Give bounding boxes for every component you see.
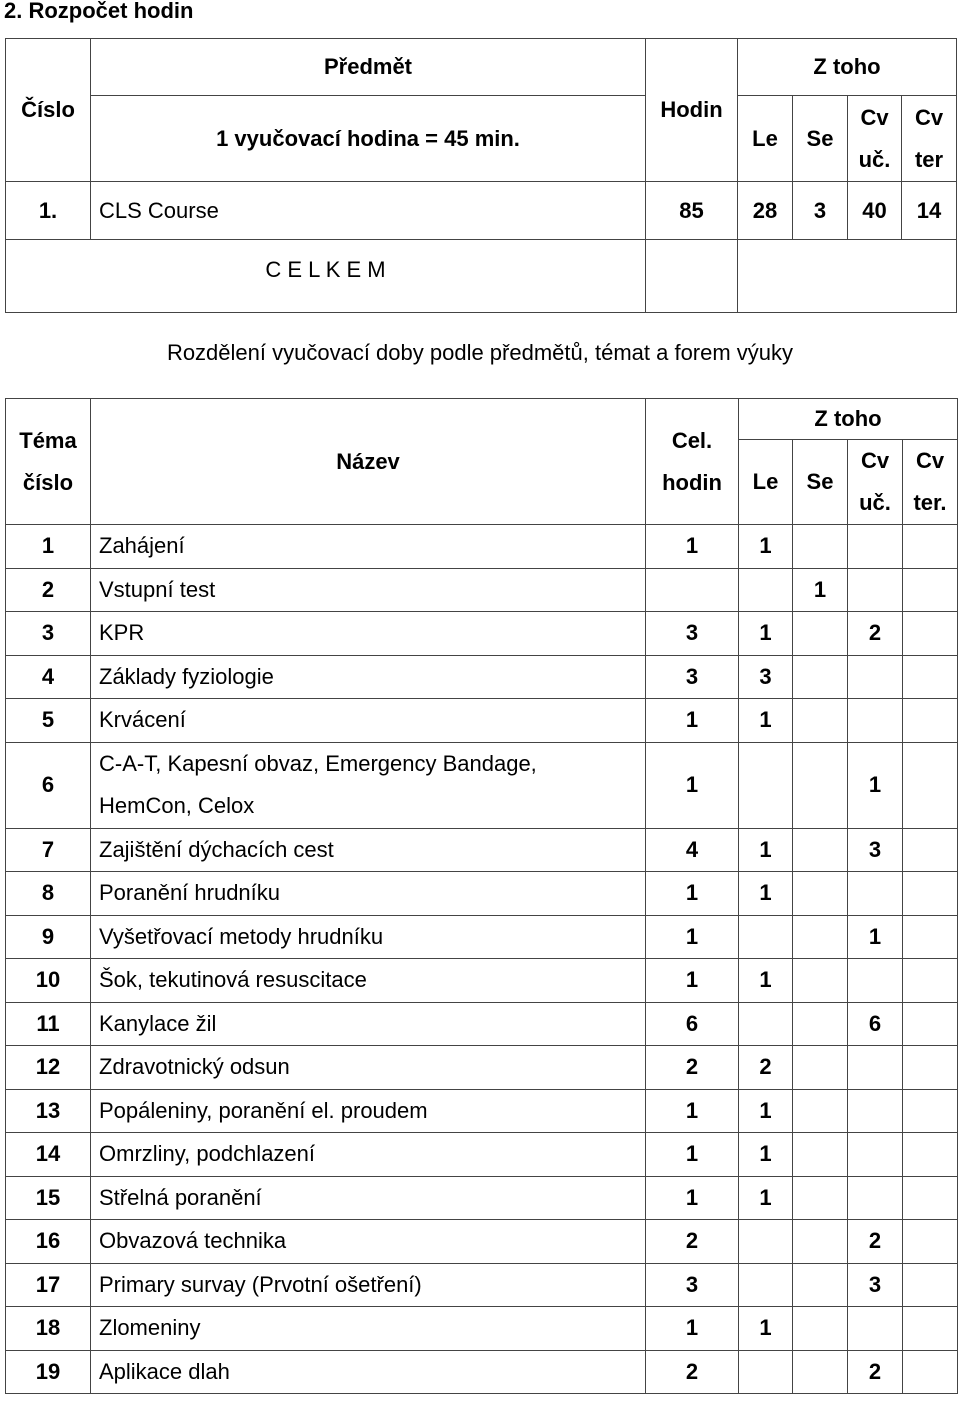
row-cv-ter — [903, 568, 958, 612]
row-cv-ter — [903, 915, 958, 959]
row-cv-ter — [903, 1350, 958, 1394]
row-cv-uc: 2 — [848, 612, 903, 656]
table-row — [6, 1002, 958, 1046]
row-cel-hodin: 3 — [646, 612, 739, 656]
row-number: 19 — [6, 1350, 91, 1394]
header-cel-hodin — [646, 399, 739, 525]
row-name: Zdravotnický odsun — [91, 1046, 646, 1090]
row-cv-uc — [848, 1133, 903, 1177]
header-cislo: Číslo — [6, 39, 91, 182]
row-cel-hodin: 4 — [646, 828, 739, 872]
row-le: 1 — [739, 959, 793, 1003]
row-cv-uc — [848, 1307, 903, 1351]
row-number: 8 — [6, 872, 91, 916]
row-cv-uc: 1 — [848, 742, 903, 828]
header-cv-uc-line1: Cv — [860, 104, 889, 130]
row-le: 1 — [739, 1089, 793, 1133]
row-cv-ter — [903, 1133, 958, 1177]
row-number: 12 — [6, 1046, 91, 1090]
row-cel-hodin: 2 — [646, 1350, 739, 1394]
row-cel-hodin: 1 — [646, 1307, 739, 1351]
row-le: 2 — [739, 1046, 793, 1090]
row-se — [793, 1350, 848, 1394]
row-se — [793, 1263, 848, 1307]
row-cel-hodin: 1 — [646, 525, 739, 569]
row-cv-ter — [903, 1263, 958, 1307]
header-cel-line1: Cel. — [671, 427, 713, 453]
row-le: 28 — [738, 182, 793, 240]
row-cel-hodin — [646, 568, 739, 612]
row-cv-uc — [848, 1089, 903, 1133]
row-name: Kanylace žil — [91, 1002, 646, 1046]
row-number: 6 — [6, 742, 91, 828]
row-le: 1 — [739, 828, 793, 872]
row-se — [793, 1089, 848, 1133]
row-cel-hodin: 1 — [646, 742, 739, 828]
row-cv-ter — [903, 1089, 958, 1133]
header-se: Se — [793, 96, 848, 182]
row-name: Obvazová technika — [91, 1220, 646, 1264]
row-cv-uc — [848, 655, 903, 699]
budget-table — [5, 38, 957, 313]
header-cv-ter-line2: ter — [914, 146, 944, 172]
row-se — [793, 1176, 848, 1220]
row-number: 1. — [6, 182, 91, 240]
row-cel-hodin: 1 — [646, 915, 739, 959]
table-row — [6, 612, 958, 656]
row-name: Vyšetřovací metody hrudníku — [91, 915, 646, 959]
table-row — [6, 1133, 958, 1177]
row-name: Zlomeniny — [91, 1307, 646, 1351]
header-le: Le — [739, 440, 793, 525]
row-se — [793, 959, 848, 1003]
header-z-toho: Z toho — [738, 39, 957, 96]
table-row — [6, 828, 958, 872]
row-le: 1 — [739, 1133, 793, 1177]
table-row — [6, 1220, 958, 1264]
row-name: Omrzliny, podchlazení — [91, 1133, 646, 1177]
header-hodin: Hodin — [646, 39, 738, 182]
row-cv-uc — [848, 1176, 903, 1220]
row-cv-uc: 2 — [848, 1220, 903, 1264]
row-se — [793, 699, 848, 743]
header-cv-uc — [848, 440, 903, 525]
table-row — [6, 655, 958, 699]
header-cv-uc-line2: uč. — [859, 490, 891, 515]
row-cv-uc — [848, 699, 903, 743]
row-cel-hodin: 6 — [646, 1002, 739, 1046]
header-cel-line2: hodin — [662, 469, 722, 495]
row-name: Zajištění dýchacích cest — [91, 828, 646, 872]
row-cv-ter — [903, 959, 958, 1003]
row-cv-uc — [848, 959, 903, 1003]
table-row — [6, 525, 958, 569]
header-cv-ter-line1: Cv — [915, 448, 945, 473]
row-se — [793, 525, 848, 569]
row-cv-ter — [903, 1220, 958, 1264]
row-cv-uc — [848, 525, 903, 569]
row-cv-ter — [903, 699, 958, 743]
row-se — [793, 1133, 848, 1177]
row-se — [793, 1220, 848, 1264]
row-name: Aplikace dlah — [91, 1350, 646, 1394]
topics-table — [5, 398, 958, 1394]
row-cv-ter: 14 — [902, 182, 957, 240]
row-se — [793, 742, 848, 828]
row-le: 1 — [739, 699, 793, 743]
header-se: Se — [793, 440, 848, 525]
header-predmet: Předmět — [91, 39, 646, 96]
header-cv-uc-line1: Cv — [860, 448, 890, 473]
row-name: Šok, tekutinová resuscitace — [91, 959, 646, 1003]
row-number: 18 — [6, 1307, 91, 1351]
row-cel-hodin: 2 — [646, 1046, 739, 1090]
row-cv-ter — [903, 742, 958, 828]
header-cv-uc — [848, 96, 902, 182]
row-cv-uc: 3 — [848, 1263, 903, 1307]
row-cel-hodin: 1 — [646, 1089, 739, 1133]
row-number: 1 — [6, 525, 91, 569]
row-se — [793, 612, 848, 656]
table-row — [6, 742, 958, 828]
row-se — [793, 655, 848, 699]
table-row — [6, 1046, 958, 1090]
row-number: 5 — [6, 699, 91, 743]
row-number: 17 — [6, 1263, 91, 1307]
row-se: 3 — [793, 182, 848, 240]
row-le — [739, 1350, 793, 1394]
row-number: 7 — [6, 828, 91, 872]
table-row — [6, 1089, 958, 1133]
row-cel-hodin: 1 — [646, 1133, 739, 1177]
row-hodin: 85 — [646, 182, 738, 240]
table-row — [6, 1307, 958, 1351]
header-cv-ter-line2: ter. — [913, 490, 947, 515]
section-title: 2. Rozpočet hodin — [4, 0, 194, 23]
row-number: 10 — [6, 959, 91, 1003]
subtitle: Rozdělení vyučovací doby podle předmětů, témat a forem výuky — [166, 340, 794, 365]
row-cel-hodin: 3 — [646, 655, 739, 699]
row-le — [739, 1263, 793, 1307]
total-label: C E L K E M — [6, 240, 646, 313]
row-le: 3 — [739, 655, 793, 699]
row-le: 1 — [739, 872, 793, 916]
row-cv-ter — [903, 828, 958, 872]
row-le: 1 — [739, 612, 793, 656]
row-se: 1 — [793, 568, 848, 612]
row-cel-hodin: 1 — [646, 699, 739, 743]
total-breakdown — [738, 240, 957, 313]
table-row — [6, 1263, 958, 1307]
table-row — [6, 568, 958, 612]
row-se — [793, 1046, 848, 1090]
row-le: 1 — [739, 1176, 793, 1220]
row-number: 2 — [6, 568, 91, 612]
row-le — [739, 1220, 793, 1264]
row-se — [793, 1307, 848, 1351]
table-row — [6, 699, 958, 743]
row-number: 11 — [6, 1002, 91, 1046]
row-le: 1 — [739, 1307, 793, 1351]
row-name: Střelná poranění — [91, 1176, 646, 1220]
row-cv-ter — [903, 1046, 958, 1090]
table-row — [6, 872, 958, 916]
row-name: Poranění hrudníku — [91, 872, 646, 916]
row-cv-uc — [848, 1046, 903, 1090]
row-cv-ter — [903, 612, 958, 656]
row-cel-hodin: 1 — [646, 1176, 739, 1220]
header-cv-ter — [903, 440, 958, 525]
header-tema-line2: číslo — [22, 469, 74, 495]
row-cv-ter — [903, 525, 958, 569]
total-hodin — [646, 240, 738, 313]
row-name: Krvácení — [91, 699, 646, 743]
table-row — [6, 1350, 958, 1394]
table-row — [6, 1176, 958, 1220]
row-cv-uc: 6 — [848, 1002, 903, 1046]
row-number: 15 — [6, 1176, 91, 1220]
row-name — [91, 742, 646, 828]
row-cv-uc: 2 — [848, 1350, 903, 1394]
row-name: CLS Course — [91, 182, 646, 240]
row-se — [793, 1002, 848, 1046]
row-cv-uc — [848, 872, 903, 916]
row-cel-hodin: 1 — [646, 872, 739, 916]
header-tema-cislo — [6, 399, 91, 525]
header-nazev: Název — [91, 399, 646, 525]
row-cv-uc: 40 — [848, 182, 902, 240]
row-cv-ter — [903, 655, 958, 699]
row-cv-uc — [848, 568, 903, 612]
row-number: 3 — [6, 612, 91, 656]
row-number: 14 — [6, 1133, 91, 1177]
header-z-toho: Z toho — [739, 399, 958, 440]
row-name: Zahájení — [91, 525, 646, 569]
row-le: 1 — [739, 525, 793, 569]
row-le — [739, 742, 793, 828]
row-cv-ter — [903, 1176, 958, 1220]
row-number: 16 — [6, 1220, 91, 1264]
row-se — [793, 872, 848, 916]
row-name: Primary survay (Prvotní ošetření) — [91, 1263, 646, 1307]
row-le — [739, 1002, 793, 1046]
row-number: 4 — [6, 655, 91, 699]
header-cv-uc-line2: uč. — [858, 146, 891, 172]
table-row — [6, 182, 957, 240]
row-se — [793, 828, 848, 872]
header-cv-ter-line1: Cv — [914, 104, 944, 130]
header-cv-ter — [902, 96, 957, 182]
table-row — [6, 915, 958, 959]
row-cel-hodin: 2 — [646, 1220, 739, 1264]
row-cel-hodin: 3 — [646, 1263, 739, 1307]
row-cv-ter — [903, 1002, 958, 1046]
row-name-line1: C-A-T, Kapesní obvaz, Emergency Bandage, — [99, 751, 537, 776]
row-name: Základy fyziologie — [91, 655, 646, 699]
table-row — [6, 959, 958, 1003]
header-tema-line1: Téma — [19, 427, 77, 453]
row-cv-ter — [903, 1307, 958, 1351]
row-cv-uc: 1 — [848, 915, 903, 959]
total-row — [6, 240, 957, 313]
row-le — [739, 568, 793, 612]
row-name: Vstupní test — [91, 568, 646, 612]
row-name: KPR — [91, 612, 646, 656]
row-name: Popáleniny, poranění el. proudem — [91, 1089, 646, 1133]
row-cv-ter — [903, 872, 958, 916]
row-cv-uc: 3 — [848, 828, 903, 872]
row-number: 9 — [6, 915, 91, 959]
row-number: 13 — [6, 1089, 91, 1133]
row-cel-hodin: 1 — [646, 959, 739, 1003]
row-le — [739, 915, 793, 959]
header-le: Le — [738, 96, 793, 182]
row-se — [793, 915, 848, 959]
row-name-line2: HemCon, Celox — [99, 793, 255, 818]
header-vyucovaci-hodina: 1 vyučovací hodina = 45 min. — [91, 96, 646, 182]
